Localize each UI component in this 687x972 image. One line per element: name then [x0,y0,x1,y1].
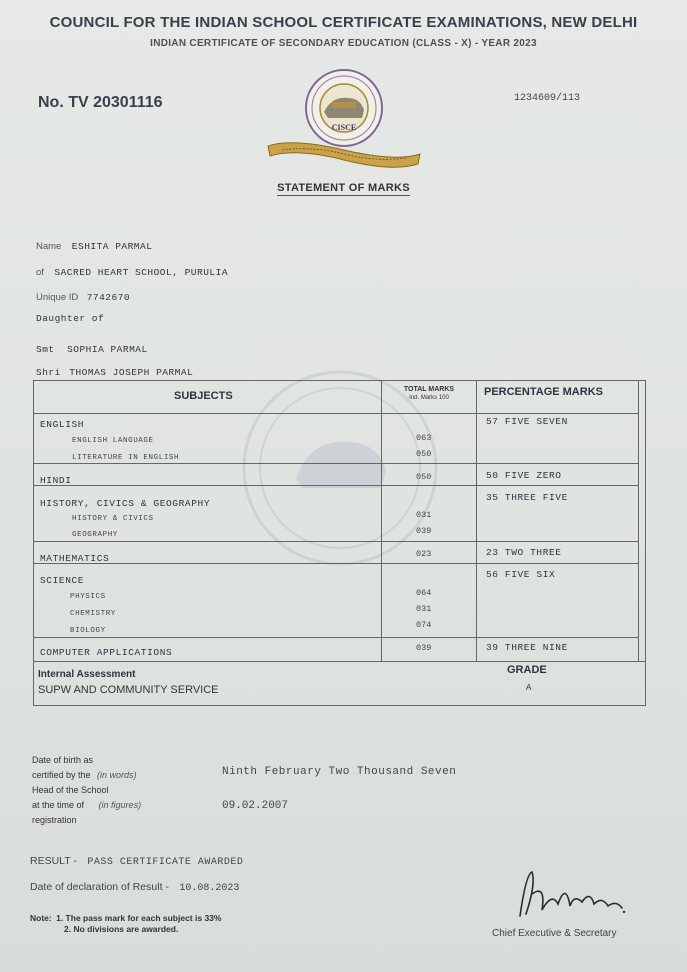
uid-label: Unique ID [36,292,79,303]
school-name: SACRED HEART SCHOOL, PURULIA [54,267,229,278]
mother-prefix: Smt [36,344,55,355]
result-label: RESULT - [30,855,77,867]
seal-text: CISCE [331,123,357,132]
father-prefix: Shri [36,367,61,378]
mark-biology: 074 [416,620,432,630]
school-row [36,262,228,280]
mark-mathematics: 023 [416,549,432,559]
pct-english: 57 FIVE SEVEN [486,416,568,427]
mark-english-language: 063 [416,433,432,443]
mother-row [36,339,148,357]
subject-science: SCIENCE [40,575,85,586]
col-subjects: SUBJECTS [174,390,233,402]
pct-hcg: 35 THREE FIVE [486,492,568,503]
mark-hindi: 050 [416,472,432,482]
dob-label-block: Date of birth as certified by the (in words) Head of the School at the time of (in figures) registration [32,755,142,825]
subject-hindi: HINDI [40,475,72,486]
certificate-number: No. TV 20301116 [38,94,163,111]
part-chemistry: CHEMISTRY [70,610,116,618]
part-physics: PHYSICS [70,593,106,601]
supw-grade: A [526,683,532,693]
mark-literature: 050 [416,449,432,459]
mark-computer-applications: 039 [416,643,432,653]
declaration-label: Date of declaration of Result - [30,881,169,893]
signatory-title: Chief Executive & Secretary [492,928,617,939]
name-label: Name [36,241,62,252]
mark-physics: 064 [416,588,432,598]
part-geography: GEOGRAPHY [72,531,118,539]
mother-name: SOPHIA PARMAL [67,344,148,355]
part-literature: LITERATURE IN ENGLISH [72,454,180,462]
subject-computer-applications: COMPUTER APPLICATIONS [40,647,173,658]
pct-computer-applications: 39 THREE NINE [486,642,568,653]
result-row [30,851,243,869]
pct-science: 56 FIVE SIX [486,569,556,580]
dob-in-words: Ninth February Two Thousand Seven [222,766,457,778]
uid-value: 7742670 [86,292,131,303]
statement-title: STATEMENT OF MARKS [277,182,410,194]
declaration-date: 10.08.2023 [179,883,240,894]
col-total-marks: TOTAL MARKS Ind. Marks 100 [403,386,455,401]
relation-label: Daughter of [36,313,105,324]
name-row [36,236,152,254]
cisce-seal-logo [262,68,426,172]
pct-hindi: 50 FIVE ZERO [486,470,562,481]
signature-icon [512,864,632,922]
dob-in-figures: 09.02.2007 [222,800,289,812]
subject-hcg: HISTORY, CIVICS & GEOGRAPHY [40,498,211,509]
internal-assessment-label: Internal Assessment [38,669,136,680]
serial-number: 1234609/113 [514,93,581,104]
declaration-row [30,877,239,895]
exam-line: INDIAN CERTIFICATE OF SECONDARY EDUCATION (CLASS - X) - YEAR 2023 [150,38,537,49]
mark-chemistry: 031 [416,604,432,614]
subject-english: ENGLISH [40,419,85,430]
part-biology: BIOLOGY [70,627,106,635]
grade-label: GRADE [507,664,547,676]
supw-label: SUPW AND COMMUNITY SERVICE [38,684,219,696]
mark-geography: 039 [416,526,432,536]
pct-mathematics: 23 TWO THREE [486,547,562,558]
subject-mathematics: MATHEMATICS [40,553,110,564]
part-english-language: ENGLISH LANGUAGE [72,437,154,445]
result-value: PASS CERTIFICATE AWARDED [87,857,244,868]
school-label: of [36,267,44,278]
father-name: THOMAS JOSEPH PARMAL [69,367,194,378]
father-row [36,362,193,380]
student-name: ESHITA PARMAL [71,241,153,252]
notes-block: Note: 1. The pass mark for each subject is 33% 2. No divisions are awarded. [30,913,222,934]
council-heading: COUNCIL FOR THE INDIAN SCHOOL CERTIFICATE EXAMINATIONS, NEW DELHI [49,14,638,31]
mark-history-civics: 031 [416,510,432,520]
part-history-civics: HISTORY & CIVICS [72,515,154,523]
col-percentage: PERCENTAGE MARKS [484,386,603,398]
uid-row [36,287,130,305]
